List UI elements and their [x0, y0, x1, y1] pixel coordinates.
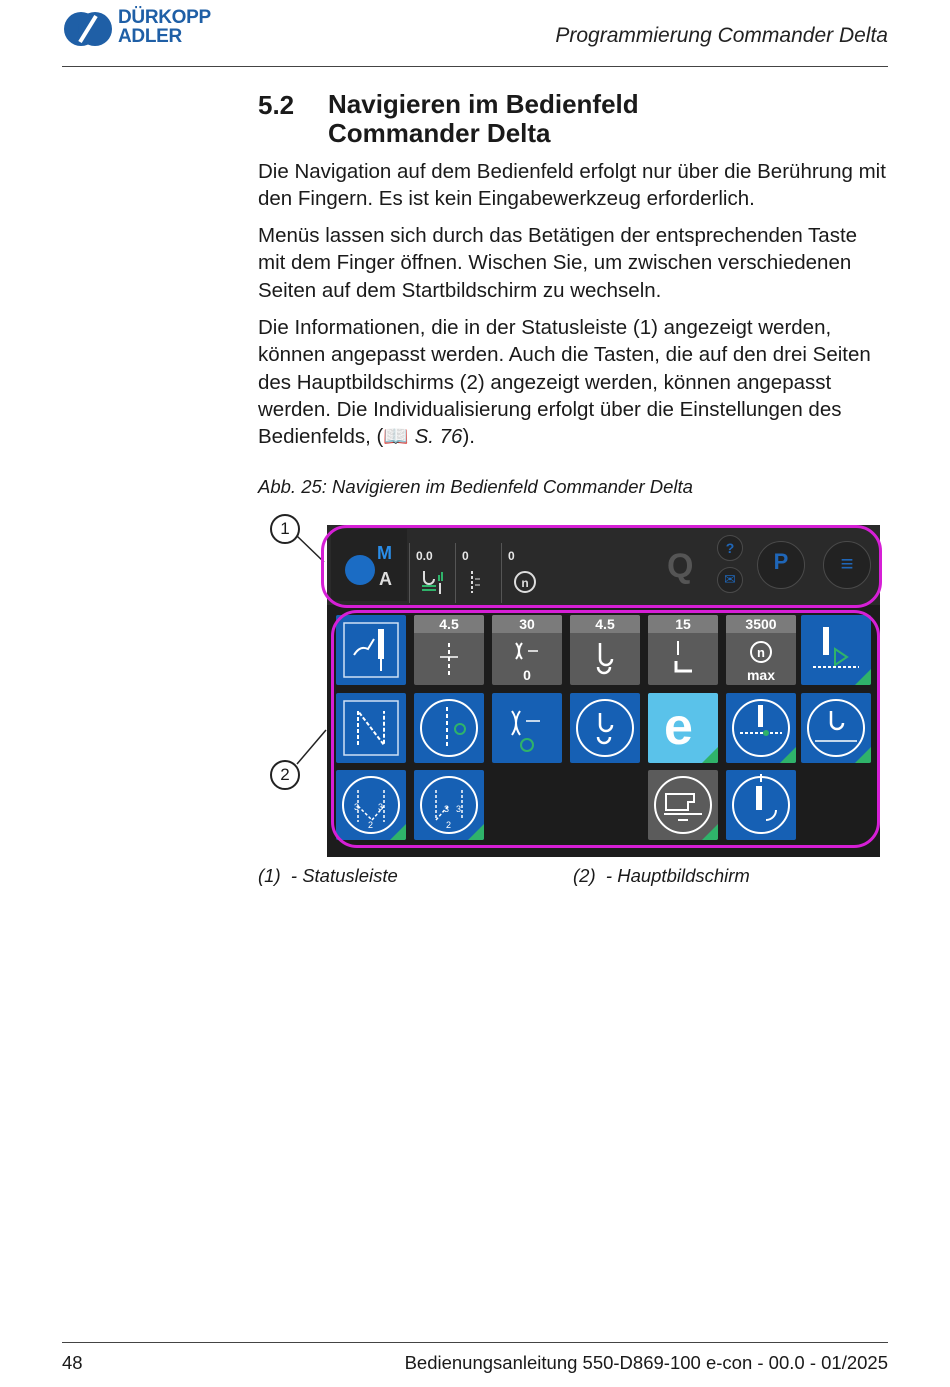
header-title: Programmierung Commander Delta — [555, 24, 888, 47]
mainscreen-highlight — [331, 610, 880, 848]
paragraph-menus: Menüs lassen sich durch das Betätigen der entsprechenden Taste mit dem Finger öffnen. Wischen Sie, um zwischen verschiedenen Seiten auf dem Startbildschirm zu wechseln. — [258, 224, 858, 302]
status-stitch-value: 0 — [462, 549, 469, 563]
svg-text:3: 3 — [378, 802, 384, 812]
message-button[interactable]: ✉ — [717, 567, 743, 593]
svg-text:3: 3 — [456, 804, 462, 814]
callout-2: 2 — [270, 760, 300, 790]
paragraph-navigation: Die Navigation auf dem Bedienfeld erfolgt nur über die Berührung mit den Fingern. Es ist kein Eingabewerkzeug erforderlich. — [258, 160, 886, 211]
program-button[interactable]: P — [757, 541, 805, 589]
status-speed-value: 0 — [508, 549, 515, 563]
callout-1: 1 — [270, 514, 300, 544]
svg-text:3: 3 — [444, 804, 450, 814]
legend-2-label: - Hauptbildschirm — [605, 865, 750, 886]
legend-1-number: (1) — [258, 865, 281, 886]
paragraph-customization-end: ). — [462, 425, 475, 449]
legend-statusbar — [258, 865, 398, 887]
svg-text:n: n — [521, 576, 529, 590]
page-reference-link[interactable]: S. 76 — [414, 425, 463, 449]
thread-tension-subvalue: 0 — [523, 667, 531, 683]
mode-manual-label: M — [377, 543, 392, 563]
figure-caption: Abb. 25: Navigieren im Bedienfeld Commander Delta — [258, 476, 693, 497]
paragraph-customization-text: Die Informationen, die in der Statusleiste (1) angezeigt werden, können angepasst werden. Auch die Tasten, die auf den drei Seiten des Hauptbildschirms (2) angezeigt werden, können angepasst werden. Die Individualisierung erfolgt über die Einstellungen des Bedienfelds, ( — [258, 316, 871, 449]
brand-line2: ADLER — [118, 26, 182, 47]
svg-text:2: 2 — [368, 820, 374, 830]
max-speed-label: max — [746, 667, 776, 683]
e-logo-icon: e — [664, 698, 693, 756]
status-thread-value: 0.0 — [416, 549, 433, 563]
legend-1-label: - Statusleiste — [290, 865, 398, 886]
page-number: 48 — [62, 1352, 83, 1373]
page-indicator[interactable] — [593, 849, 614, 857]
max-speed-value: 3500 — [726, 615, 796, 633]
mode-auto-label: A — [379, 569, 392, 589]
svg-text:3: 3 — [354, 802, 360, 812]
statusbar-highlight — [321, 525, 882, 608]
svg-text:n: n — [757, 645, 765, 660]
footer-divider — [62, 1342, 888, 1343]
document-reference: Bedienungsanleitung 550-D869-100 e-con - 00.0 - 01/2025 — [404, 1352, 888, 1373]
menu-button[interactable]: ≡ — [823, 541, 871, 589]
legend-mainscreen — [573, 865, 750, 887]
legend-2-number: (2) — [573, 865, 596, 886]
foot-lift-value: 4.5 — [570, 615, 640, 633]
quality-q-icon[interactable]: Q — [667, 547, 694, 585]
help-button[interactable]: ? — [717, 535, 743, 561]
section-title: Navigieren im Bedienfeld Commander Delta — [328, 89, 639, 148]
thread-tension-value: 30 — [492, 615, 562, 633]
svg-text:2: 2 — [446, 820, 452, 830]
stitch-length-value: 4.5 — [414, 615, 484, 633]
book-icon: 📖 — [383, 425, 409, 449]
brand-line1: DÜRKOPP — [118, 7, 211, 28]
foot-pressure-value: 15 — [648, 615, 718, 633]
section-number: 5.2 — [258, 90, 295, 120]
